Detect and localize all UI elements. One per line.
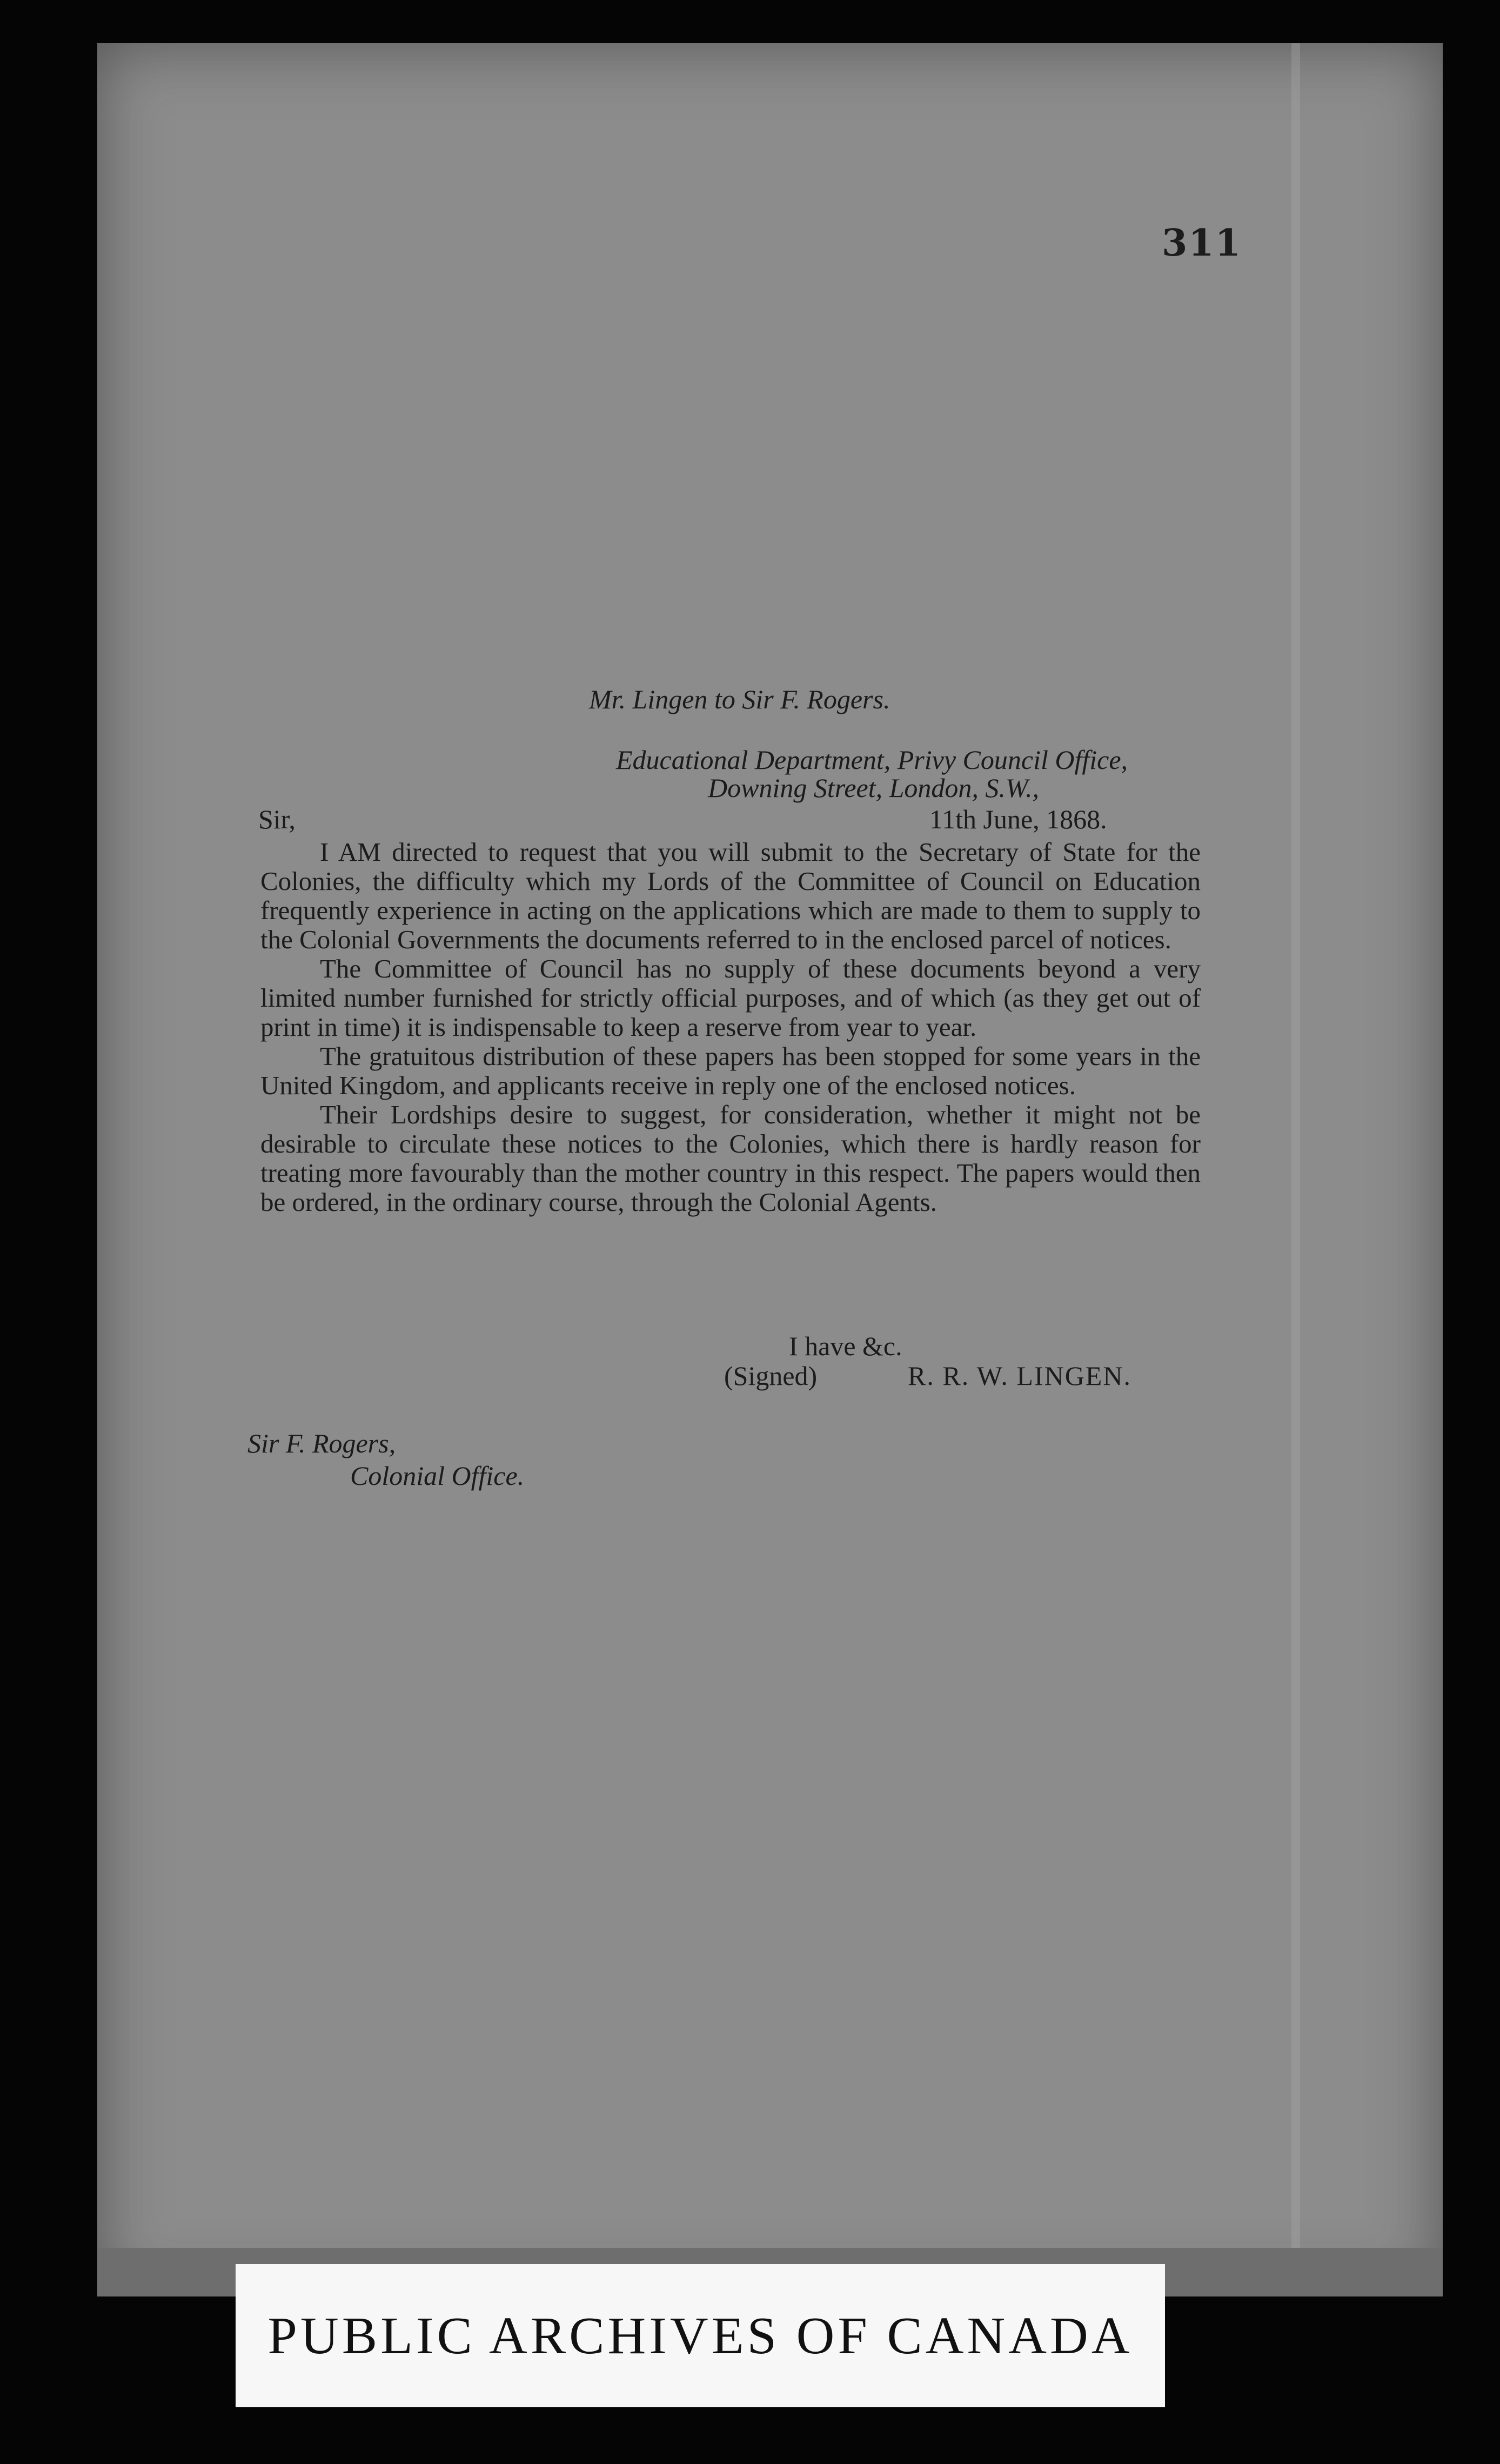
archive-label: [236, 2264, 1165, 2407]
paragraph: The gratuitous distribution of these papers has been stopped for some years in the United Kingdom, and applicants receive in reply one of the enclosed notices.: [260, 1041, 1201, 1100]
paper-fold: [1291, 43, 1300, 2296]
letter-body: [260, 838, 1201, 1217]
signature-name: R. R. W. LINGEN.: [908, 1361, 1131, 1391]
recipient-name: Sir F. Rogers,: [247, 1428, 396, 1458]
letter-date: 11th June, 1868.: [929, 804, 1107, 834]
recipient-office: Colonial Office.: [350, 1461, 525, 1491]
page-number: 311: [1162, 222, 1242, 265]
letter-title: Mr. Lingen to Sir F. Rogers.: [589, 684, 890, 714]
archive-label-text: PUBLIC ARCHIVES OF CANADA: [267, 2306, 1133, 2365]
paragraph: I AM directed to request that you will submit to the Secretary of State for the Colonies, the difficulty which my Lords of the Committee of Council on Education frequently experience in acting on the applications which are made to them to supply to the Colonial Governments the documents referred to in the enclosed parcel of notices.: [260, 837, 1201, 954]
address-line-2: Downing Street, London, S.W.,: [708, 773, 1039, 803]
paragraph: Their Lordships desire to suggest, for consideration, whether it might not be desirable to circulate these notices to the Colonies, which there is hardly reason for treating more favourably than the mother country in this respect. The papers would then be ordered, in the ordinary course, through the Colonial Agents.: [260, 1100, 1201, 1217]
address-line-1: Educational Department, Privy Council Office,: [616, 745, 1128, 775]
paragraph: The Committee of Council has no supply of these documents beyond a very limited number furnished for strictly official purposes, and of which (as they get out of print in time) it is indispensable to keep a reserve from year to year.: [260, 954, 1201, 1042]
signed-label: (Signed): [724, 1361, 818, 1391]
closing: I have &c.: [789, 1331, 902, 1361]
salutation: Sir,: [258, 804, 296, 834]
